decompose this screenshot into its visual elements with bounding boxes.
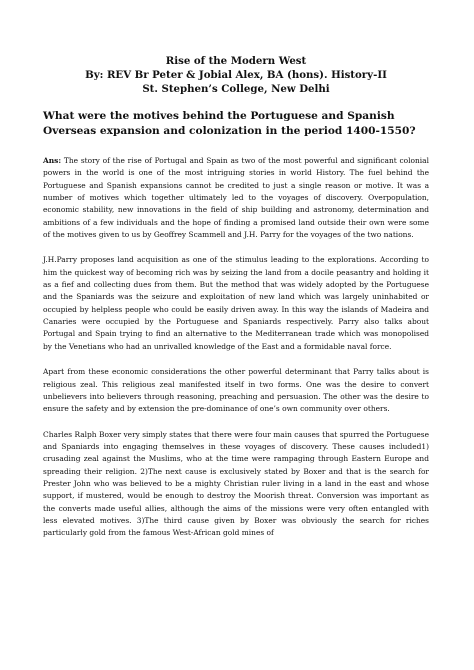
document-title: Rise of the Modern West (165, 55, 307, 67)
paragraph-3: Apart from these economic considerations the other powerful determinant that Parry talks about is religious zeal. This religious zeal manifested itself in two forms. One was the desire to convert unbelievers into believers through reasoning, preaching and persuasion. The other was the desire to ensure the safety and by extension the pre-dominance of one’s own community over others. (43, 367, 429, 414)
paragraph-1-text: The story of the rise of Portugal and Spain as two of the most powerful and significant colonial powers in the world is one of the most intriguing stories in world History. The fuel behind the Portuguese and Spanish expansions cannot be credited to just a single reason or motive. It was a number of motives which together ultimately led to the voyages of discovery. Overpopulation, economic stability, new innovations in the field of ship building and astronomy, determination and ambitions of a few individuals and the hope of finding a promised land outside their own were some of the motives given to us by Geoffrey Scammell and J.H. Parry for the voyages of the two nations. (43, 156, 429, 240)
document-institution: St. Stephen’s College, New Delhi (142, 83, 330, 95)
paragraph-4: Charles Ralph Boxer very simply states that there were four main causes that spurred the Portuguese and Spaniards into engaging themselves in these voyages of discovery. These causes included1) crusading zeal against the Muslims, who at the time were rampaging through Eastern Europe and spreading their religion. 2)The next cause is exclusively stated by Boxer and that is the search for Prester John who was believed to be a mighty Christian ruler living in a land in the east and whose support, if mustered, would be enough to destroy the Moorish threat. Conversion was important as the converts made useful allies, although the aims of the missions were very often entangled with less elevated motives. 3)The third cause given by Boxer was obviously the search for riches particularly gold from the famous West-African gold mines of (43, 429, 429, 538)
paragraph-2: J.H.Parry proposes land acquisition as one of the stimulus leading to the explorations. According to him the quickest way of becoming rich was by seizing the land from a docile peasantry and holding it as a fief and collecting dues from them. But the method that was widely adopted by the Portuguese and the Spaniards was the seizure and exploitation of new land which was largely uninhabited or occupied by helpless people who could be easily driven away. In this way the islands of Madeira and Canaries were occupied by the Portuguese and Spaniards respectively. Parry also talks about Portugal and Spain trying to find an alternative to the Mediterranean trade which was monopolised by the Venetians who had an unrivalled knowledge of the East and a formidable naval force. (43, 255, 429, 351)
answer-paragraph-1 (43, 155, 429, 241)
answer-label: Ans: (43, 156, 62, 165)
essay-question: What were the motives behind the Portuguese and Spanish Overseas expansion and colonization in the period 1400-1550? (43, 110, 416, 137)
document-authors: By: REV Br Peter & Jobial Alex, BA (hons). History-II (85, 69, 387, 81)
